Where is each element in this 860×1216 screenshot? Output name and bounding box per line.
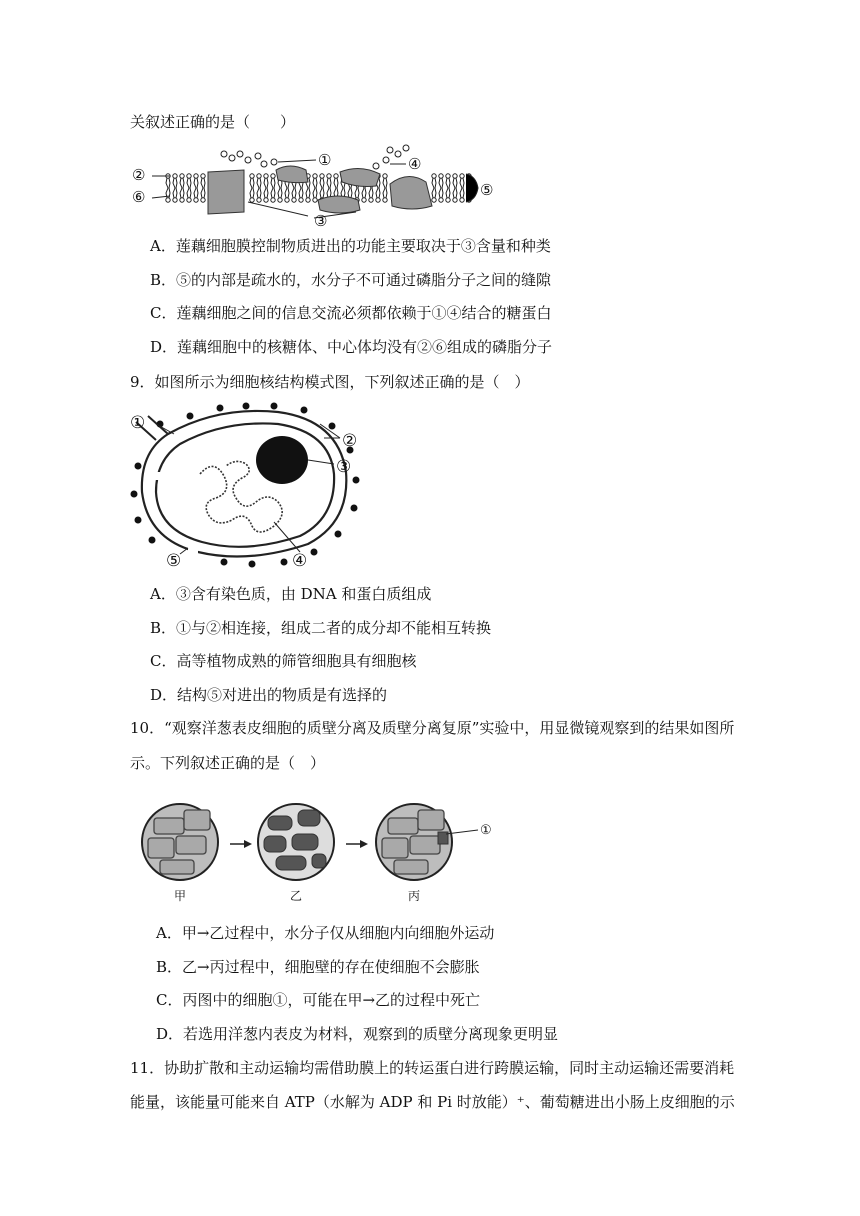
phospholipid-tail bbox=[180, 178, 184, 188]
phospholipid-head bbox=[271, 174, 275, 178]
phospholipid-tail bbox=[383, 178, 387, 188]
phospholipid-head bbox=[439, 174, 443, 178]
phospholipid-tail bbox=[376, 188, 380, 198]
phospholipid-tail bbox=[271, 178, 275, 188]
phospholipid-tail bbox=[432, 188, 436, 198]
q10-marker-1: ① bbox=[480, 823, 492, 838]
q10-label-yi: 乙 bbox=[290, 889, 303, 903]
phospholipid-head bbox=[453, 198, 457, 202]
phospholipid-tail bbox=[299, 188, 303, 198]
phospholipid-head bbox=[194, 174, 198, 178]
phospholipid-tail bbox=[320, 188, 324, 198]
phospholipid-tail bbox=[362, 188, 366, 198]
phospholipid-tail bbox=[453, 188, 457, 198]
q9-nucleus-figure bbox=[128, 402, 378, 572]
phospholipid-tail bbox=[453, 178, 457, 188]
phospholipid-tail bbox=[194, 178, 198, 188]
phospholipid-tail bbox=[271, 188, 275, 198]
phospholipid-head bbox=[194, 198, 198, 202]
q8-stem: 关叙述正确的是（ ） bbox=[130, 113, 296, 131]
nuclear-pore bbox=[146, 472, 162, 480]
phospholipid-tail bbox=[264, 188, 268, 198]
phospholipid-head bbox=[166, 198, 170, 202]
q8-membrane-figure bbox=[128, 140, 508, 232]
phospholipid-head bbox=[334, 174, 338, 178]
q9-option-c: C．高等植物成熟的筛管细胞具有细胞核 bbox=[150, 652, 417, 670]
phospholipid-head bbox=[446, 174, 450, 178]
phospholipid-tail bbox=[264, 178, 268, 188]
q10-stem-line1: 10．“观察洋葱表皮细胞的质壁分离及质壁分离复原”实验中，用显微镜观察到的结果如图所 bbox=[130, 719, 735, 737]
phospholipid-head bbox=[187, 198, 191, 202]
phospholipid-head bbox=[320, 174, 324, 178]
peripheral-protein-bottom bbox=[318, 196, 360, 213]
q9-label-1: ① bbox=[130, 413, 146, 433]
phospholipid-tail bbox=[320, 178, 324, 188]
phospholipid-head bbox=[432, 174, 436, 178]
phospholipid-head bbox=[201, 174, 205, 178]
nuclear-pore bbox=[188, 545, 198, 555]
q8-label-4: ④ bbox=[408, 155, 422, 173]
cell-view-yi bbox=[258, 804, 334, 880]
q11-line2: 能量，该能量可能来自 ATP（水解为 ADP 和 Pi 时放能）⁺、葡萄糖进出小肠上皮细胞的示 bbox=[130, 1093, 735, 1111]
phospholipid-head bbox=[292, 198, 296, 202]
phospholipid-head bbox=[271, 198, 275, 202]
q9-label-4: ④ bbox=[292, 551, 308, 571]
cell-view-jia bbox=[142, 804, 218, 880]
phospholipid-head bbox=[327, 174, 331, 178]
phospholipid-tail bbox=[180, 188, 184, 198]
phospholipid-tail bbox=[313, 178, 317, 188]
phospholipid-tail bbox=[187, 188, 191, 198]
q10-option-b: B．乙→丙过程中，细胞壁的存在使细胞不会膨胀 bbox=[156, 958, 480, 976]
phospholipid-head bbox=[439, 198, 443, 202]
phospholipid-tail bbox=[446, 188, 450, 198]
phospholipid-head bbox=[453, 174, 457, 178]
phospholipid-tail bbox=[313, 188, 317, 198]
phospholipid-head bbox=[173, 174, 177, 178]
phospholipid-tail bbox=[383, 188, 387, 198]
phospholipid-head bbox=[299, 198, 303, 202]
phospholipid-head bbox=[257, 174, 261, 178]
q10-option-c: C．丙图中的细胞①，可能在甲→乙的过程中死亡 bbox=[156, 991, 481, 1009]
phospholipid-head bbox=[278, 198, 282, 202]
phospholipid-tail bbox=[278, 188, 282, 198]
phospholipid-tail bbox=[446, 178, 450, 188]
cell-view-bing bbox=[376, 804, 478, 880]
phospholipid-tail bbox=[306, 188, 310, 198]
phospholipid-tail bbox=[250, 178, 254, 188]
q8-label-2: ② bbox=[132, 166, 146, 184]
phospholipid-tail bbox=[460, 188, 464, 198]
phospholipid-head bbox=[313, 174, 317, 178]
q8-option-d: D．莲藕细胞中的核糖体、中心体均没有②⑥组成的磷脂分子 bbox=[150, 338, 553, 356]
q9-label-2: ② bbox=[342, 431, 358, 451]
phospholipid-tail bbox=[173, 188, 177, 198]
q10-option-d: D．若选用洋葱内表皮为材料，观察到的质壁分离现象更明显 bbox=[156, 1025, 559, 1043]
phospholipid-tail bbox=[334, 178, 338, 188]
q9-option-d: D．结构⑤对进出的物质是有选择的 bbox=[150, 686, 388, 704]
q8-label-3: ③ bbox=[314, 212, 328, 230]
peripheral-protein-top bbox=[276, 166, 308, 183]
phospholipid-tail bbox=[355, 188, 359, 198]
phospholipid-head bbox=[187, 174, 191, 178]
phospholipid-tail bbox=[201, 188, 205, 198]
q8-label-5: ⑤ bbox=[480, 181, 494, 199]
transmembrane-protein-right bbox=[390, 176, 432, 209]
phospholipid-head bbox=[180, 198, 184, 202]
phospholipid-tail bbox=[187, 178, 191, 188]
phospholipid-head bbox=[173, 198, 177, 202]
q10-plasmolysis-figure bbox=[140, 798, 510, 908]
phospholipid-head bbox=[306, 198, 310, 202]
phospholipid-tail bbox=[285, 188, 289, 198]
phospholipid-tail bbox=[292, 188, 296, 198]
q9-stem: 9．如图所示为细胞核结构模式图，下列叙述正确的是（ ） bbox=[130, 373, 530, 391]
q9-label-3: ③ bbox=[336, 457, 352, 477]
phospholipid-head bbox=[180, 174, 184, 178]
phospholipid-tail bbox=[432, 178, 436, 188]
phospholipid-head bbox=[264, 174, 268, 178]
q9-option-a: A．③含有染色质，由 DNA 和蛋白质组成 bbox=[150, 585, 432, 603]
phospholipid-tail bbox=[257, 188, 261, 198]
q8-label-1: ① bbox=[318, 151, 332, 169]
phospholipid-head bbox=[362, 198, 366, 202]
phospholipid-tail bbox=[369, 188, 373, 198]
phospholipid-tail bbox=[460, 178, 464, 188]
phospholipid-tail bbox=[439, 178, 443, 188]
q8-option-b: B．⑤的内部是疏水的，水分子不可通过磷脂分子之间的缝隙 bbox=[150, 271, 552, 289]
phospholipid-head bbox=[369, 198, 373, 202]
phospholipid-head bbox=[383, 174, 387, 178]
phospholipid-tail bbox=[250, 188, 254, 198]
q8-option-c: C．莲藕细胞之间的信息交流必须都依赖于①④结合的糖蛋白 bbox=[150, 304, 552, 322]
phospholipid-head bbox=[460, 174, 464, 178]
phospholipid-head bbox=[250, 198, 254, 202]
phospholipid-head bbox=[446, 198, 450, 202]
phospholipid-head bbox=[264, 198, 268, 202]
inner-nuclear-membrane bbox=[156, 423, 334, 546]
arrow-icon bbox=[360, 840, 368, 848]
q8-label-6: ⑥ bbox=[132, 188, 146, 206]
phospholipid-head bbox=[250, 174, 254, 178]
glycoprotein-4 bbox=[340, 168, 380, 186]
q10-stem-line2: 示。下列叙述正确的是（ ） bbox=[130, 754, 326, 772]
q11-line1: 11．协助扩散和主动运输均需借助膜上的转运蛋白进行跨膜运输，同时主动运输还需要消耗 bbox=[130, 1059, 735, 1077]
nucleolus bbox=[256, 436, 308, 484]
phospholipid-tail bbox=[327, 178, 331, 188]
phospholipid-head bbox=[313, 198, 317, 202]
phospholipid-tail bbox=[173, 178, 177, 188]
phospholipid-head bbox=[285, 198, 289, 202]
phospholipid-tail bbox=[194, 188, 198, 198]
phospholipid-tail bbox=[257, 178, 261, 188]
q10-label-jia: 甲 bbox=[174, 889, 187, 903]
phospholipid-head bbox=[432, 198, 436, 202]
q9-option-b: B．①与②相连接，组成二者的成分却不能相互转换 bbox=[150, 619, 492, 637]
phospholipid-head bbox=[460, 198, 464, 202]
q8-option-a: A．莲藕细胞膜控制物质进出的功能主要取决于③含量和种类 bbox=[150, 237, 551, 255]
arrow-icon bbox=[244, 840, 252, 848]
q9-label-5: ⑤ bbox=[166, 551, 182, 571]
phospholipid-tail bbox=[439, 188, 443, 198]
q10-label-bing: 丙 bbox=[408, 889, 421, 903]
transmembrane-protein-3 bbox=[208, 170, 244, 214]
phospholipid-head bbox=[383, 198, 387, 202]
phospholipid-head bbox=[257, 198, 261, 202]
phospholipid-head bbox=[376, 198, 380, 202]
phospholipid-tail bbox=[348, 188, 352, 198]
phospholipid-head bbox=[201, 198, 205, 202]
phospholipid-tail bbox=[166, 178, 170, 188]
q10-option-a: A．甲→乙过程中，水分子仅从细胞内向细胞外运动 bbox=[156, 924, 495, 942]
phospholipid-tail bbox=[201, 178, 205, 188]
